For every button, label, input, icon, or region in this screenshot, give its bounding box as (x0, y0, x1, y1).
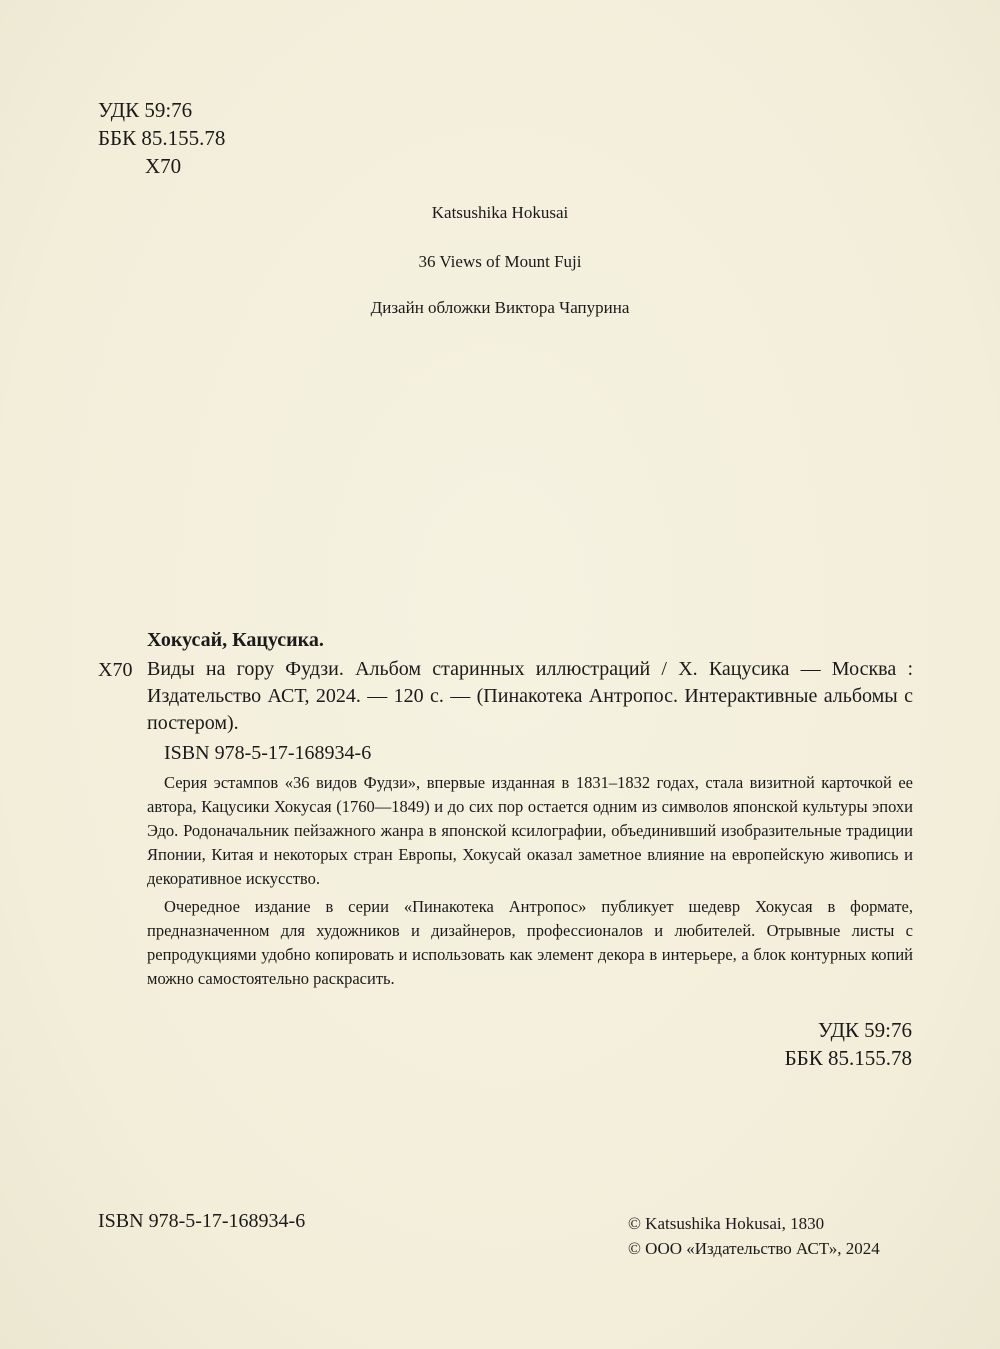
original-author: Katsushika Hokusai (431, 203, 569, 222)
isbn: ISBN 978-5-17-168934-6 (98, 1210, 306, 1232)
udk-code: УДК 59:76 (98, 98, 193, 122)
copyright-block (628, 1211, 880, 1261)
annotation (147, 771, 913, 991)
author-mark: Х70 (145, 154, 182, 178)
classification-codes-top (98, 96, 225, 180)
bbk-code: ББК 85.155.78 (784, 1046, 912, 1070)
classification-codes-right (785, 1016, 912, 1072)
catalog-isbn: ISBN 978-5-17-168934-6 (164, 742, 372, 764)
copyright-line: © Katsushika Hokusai, 1830 (628, 1214, 825, 1233)
annotation-paragraph: Серия эстампов «36 видов Фудзи», впервые изданная в 1831–1832 годах, стала визитной карточкой ее автора, Кацусики Хокусая (1760—1849) и до сих пор остается одним из символов японской культуры эпохи Эдо. Родоначальник пейзажного жанра в японской ксилографии, объединивший изобразительные традиции Японии, Китая и некоторых стран Европы, Хокусай оказал заметное влияние на европейскую живопись и декоративное искусство. (147, 773, 913, 888)
catalog-heading: Хокусай, Кацусика. (147, 629, 324, 651)
udk-code: УДК 59:76 (817, 1018, 912, 1042)
annotation-paragraph: Очередное издание в серии «Пинакотека Антропос» публикует шедевр Хокусая в формате, предназначенном для художников и дизайнеров, профессионалов и любителей. Отрывные листы с репродукциями удобно копировать и использовать как элемент декора в интерьере, а блок контурных копий можно самостоятельно раскрасить. (147, 897, 913, 988)
bbk-code: ББК 85.155.78 (98, 126, 226, 150)
cover-design-credit: Дизайн обложки Виктора Чапурина (370, 298, 630, 317)
original-title: 36 Views of Mount Fuji (418, 252, 582, 271)
bibliographic-description: Виды на гору Фудзи. Альбом старинных иллюстраций / Х. Кацусика — Москва : Издательство АСТ, 2024. — 120 с. — (Пинакотека Антропос. Интерактивные альбомы с постером). (147, 658, 913, 734)
copyright-line: © ООО «Издательство АСТ», 2024 (628, 1239, 880, 1258)
catalog-author-mark: Х70 (98, 659, 133, 681)
